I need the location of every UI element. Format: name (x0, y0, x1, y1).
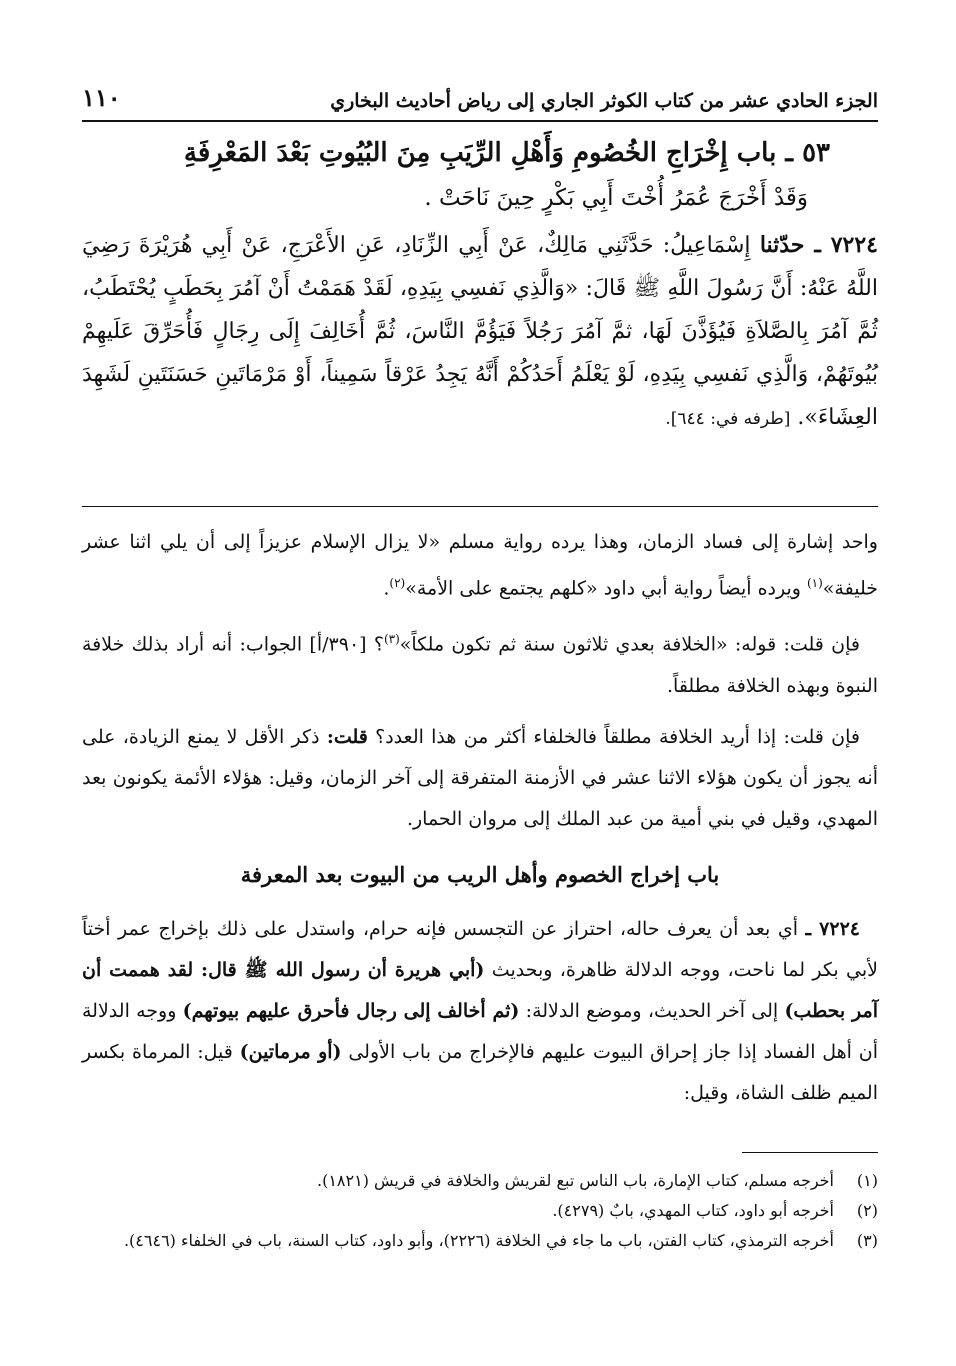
hadith-number: ٧٢٢٤ ـ حدّثنا (759, 232, 878, 258)
text-run: ذكر الأقل لا يمنع الزيادة، على أنه يجوز أن يكون هؤلاء الاثنا عشر في الأزمنة المتفرقة إلى آخر الزمان، وقيل: هؤلاء الأئمة يكونون بعد المهدي، وقيل في بني أمية من عبد الملك إلى مروان الحمار. (82, 725, 878, 830)
hadith-reference: [طرفه في: ٦٤٤]. (665, 409, 791, 429)
bold-run: (ثم أخالف إلى رجال فأحرق عليهم بيوتهم) (182, 999, 520, 1022)
footnote (82, 1226, 878, 1256)
footnote-text: أخرجه مسلم، كتاب الإمارة، باب الناس تبع لقريش والخلافة في قريش (١٨٢١). (317, 1171, 834, 1190)
footnote (82, 1166, 878, 1196)
commentary-paragraph (82, 909, 878, 1114)
commentary-rule (82, 506, 878, 507)
bold-run: قلت: (326, 725, 368, 748)
main-text (82, 130, 878, 441)
hadith-text (82, 224, 878, 441)
text-run: قيل: المرماة بكسر الميم ظلف الشاة، وقيل: (82, 1040, 878, 1104)
commentary-paragraph (82, 717, 878, 840)
footnote-ref: (٣) (383, 632, 400, 647)
text-run: ؟ [٣٩٠/أ] الجواب: أنه أراد بذلك خلافة النبوة وبهذه الخلافة مطلقاً. (82, 633, 878, 697)
footnote-number: (٣) (856, 1231, 878, 1250)
text-run: فإن قلت: قوله: «الخلافة بعدي ثلاثون سنة ثم تكون ملكاً» (399, 633, 860, 656)
footnotes (82, 1166, 878, 1256)
running-header (82, 82, 878, 112)
commentary (82, 522, 878, 1124)
commentary-paragraph (82, 522, 878, 609)
footnote-ref: (٢) (389, 576, 406, 590)
hadith-number: ٧٢٢٤ ـ (805, 917, 860, 940)
chapter-title: ٥٣ ـ باب إِخْرَاجِ الخُصُومِ وَأَهْلِ الرِّيَبِ مِنَ البُيُوتِ بَعْدَ المَعْرِفَةِ (183, 138, 830, 168)
running-title: الجزء الحادي عشر من كتاب الكوثر الجاري إلى رياض أحاديث البخاري (330, 90, 878, 112)
footnote-text: أخرجه أبو داود، كتاب المهدي، بابٌ (٤٢٧٩). (552, 1201, 834, 1220)
text-run: . (383, 577, 390, 600)
text-run: ووجه الدلالة أن أهل الفساد إذا جاز إحراق البيوت عليهم فالإخراج من باب الأولى (82, 999, 878, 1063)
footnote-rule (742, 1152, 878, 1153)
text-run: فإن قلت: إذا أريد الخلافة مطلقاً فالخلفاء أكثر من هذا العدد؟ (367, 725, 860, 748)
footnote-ref: (١) (806, 576, 823, 590)
header-rule (82, 120, 878, 122)
bold-run: (أو مرماتين) (239, 1040, 342, 1063)
commentary-paragraph (82, 619, 878, 706)
footnote-text: أخرجه الترمذي، كتاب الفتن، باب ما جاء في الخلافة (٢٢٢٦)، وأبو داود، كتاب السنة، باب في الخلفاء (٤٦٤٦). (123, 1231, 834, 1250)
footnote (82, 1196, 878, 1226)
section-heading: باب إخراج الخصوم وأهل الريب من البيوت بعد المعرفة (240, 861, 720, 887)
chapter-subtitle: وَقَدْ أَخْرَجَ عُمَرُ أُخْتَ أَبِي بَكْرٍ حِينَ نَاحَتْ . (424, 185, 808, 211)
hadith-body: إِسْمَاعِيلُ: حَدَّثَنِي مَالِكٌ، عَنْ أَبِي الزِّنَادِ، عَنِ الأَعْرَجِ، عَنْ أَبِي هُرَيْرَةَ رَضِيَ اللَّهُ عَنْهُ: أَنَّ رَسُولَ اللَّهِ ﷺ قَالَ: «وَالَّذِي نَفسِي بِيَدِهِ، لَقَدْ هَمَمْتُ أَنْ آمُرَ بِحَطَبٍ يُحْتَطَبُ، ثُمَّ آمُرَ بِالصَّلاَةِ فَيُؤَذَّنَ لَهَا، ثمَّ آمُرَ رَجُلاً فَيَؤُمَّ النَّاسَ، ثُمَّ أُخَالِفَ إِلَى رِجَالٍ فَأُحَرِّقَ عَلَيهِمْ بُيُوتَهُمْ، وَالَّذِي نَفسِي بِيَدِهِ، لَوْ يَعْلَمُ أَحَدُكُمْ أَنَّهُ يَجِدُ عَرْقاً سَمِيناً، أَوْ مَرْمَاتَينِ حَسَنَتَينِ لَشَهِدَ العِشَاءَ». (82, 233, 878, 430)
text-run: واحد إشارة إلى فساد الزمان، وهذا يرده رواية مسلم «لا يزال الإسلام عزيزاً إلى أن يلي اثنا عشر خليفة» (82, 531, 878, 600)
page-number: ١١٠ (82, 83, 121, 112)
footnote-number: (٢) (856, 1201, 878, 1220)
footnote-number: (١) (856, 1171, 878, 1190)
text-run: إلى آخر الحديث، وموضع الدلالة: (519, 999, 785, 1022)
text-run: ويرده أيضاً رواية أبي داود «كلهم يجتمع على الأمة» (405, 577, 807, 600)
bold-run: (أبي هريرة أن رسول الله ﷺ قال: لقد هممت أن آمر بحطب) (82, 958, 878, 1022)
text-run: أي بعد أن يعرف حاله، احتراز عن التجسس فإنه حرام، واستدل على ذلك بإخراج عمر أختاً لأبي بكر لما ناحت، ووجه الدلالة ظاهرة، وبحديث (82, 917, 879, 981)
